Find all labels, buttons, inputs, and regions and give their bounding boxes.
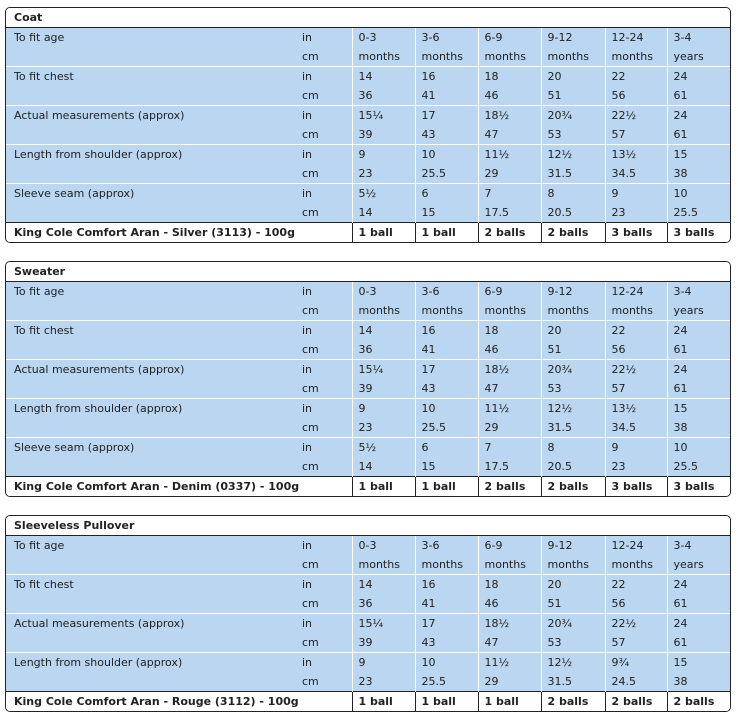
- measurement-label: [6, 633, 294, 653]
- size-value-cell: 12-24: [605, 282, 667, 301]
- size-value-cell: months: [415, 47, 478, 67]
- size-value-cell: 39: [352, 125, 415, 145]
- yarn-quantity-cell: 1 ball: [478, 692, 541, 712]
- unit-label: in: [294, 184, 352, 204]
- size-value-cell: months: [605, 555, 667, 575]
- size-value-cell: 10: [667, 438, 730, 458]
- size-value-cell: 10: [667, 184, 730, 204]
- size-value-cell: 25.5: [415, 672, 478, 692]
- size-value-cell: 17: [415, 614, 478, 634]
- size-value-cell: 36: [352, 86, 415, 106]
- yarn-row: [6, 692, 730, 712]
- size-value-cell: 9: [352, 653, 415, 673]
- measurement-label: To fit age: [6, 28, 294, 47]
- size-table: [6, 282, 730, 496]
- size-value-cell: 6-9: [478, 536, 541, 555]
- yarn-quantity-cell: 3 balls: [605, 477, 667, 497]
- size-value-cell: 9¾: [605, 653, 667, 673]
- table-row: [6, 203, 730, 223]
- measurement-label: [6, 457, 294, 477]
- size-value-cell: 51: [541, 86, 605, 106]
- size-value-cell: 22: [605, 321, 667, 341]
- unit-label: cm: [294, 672, 352, 692]
- measurement-label: [6, 418, 294, 438]
- table-row: [6, 321, 730, 341]
- size-value-cell: 22½: [605, 360, 667, 380]
- size-value-cell: 3-6: [415, 536, 478, 555]
- measurement-label: To fit chest: [6, 575, 294, 595]
- size-value-cell: 43: [415, 633, 478, 653]
- yarn-row: [6, 223, 730, 243]
- yarn-quantity-cell: 1 ball: [352, 692, 415, 712]
- size-value-cell: 24: [667, 106, 730, 126]
- size-value-cell: 31.5: [541, 418, 605, 438]
- measurement-label: To fit chest: [6, 67, 294, 87]
- size-value-cell: 20¾: [541, 106, 605, 126]
- size-value-cell: 23: [352, 672, 415, 692]
- size-value-cell: months: [352, 301, 415, 321]
- table-row: [6, 575, 730, 595]
- unit-label: cm: [294, 86, 352, 106]
- size-value-cell: 11½: [478, 399, 541, 419]
- unit-label: in: [294, 438, 352, 458]
- size-value-cell: 17.5: [478, 203, 541, 223]
- size-value-cell: 15: [415, 457, 478, 477]
- size-value-cell: 18½: [478, 614, 541, 634]
- measurement-label: [6, 203, 294, 223]
- size-value-cell: 56: [605, 86, 667, 106]
- size-value-cell: 43: [415, 379, 478, 399]
- size-value-cell: 53: [541, 379, 605, 399]
- table-row: [6, 47, 730, 67]
- size-value-cell: 10: [415, 399, 478, 419]
- size-value-cell: 15¼: [352, 360, 415, 380]
- size-value-cell: 46: [478, 594, 541, 614]
- yarn-quantity-cell: 2 balls: [667, 692, 730, 712]
- table-row: [6, 379, 730, 399]
- size-value-cell: 24: [667, 321, 730, 341]
- size-value-cell: 22: [605, 67, 667, 87]
- size-value-cell: 24: [667, 67, 730, 87]
- section-title: Sweater: [6, 262, 730, 282]
- size-value-cell: 41: [415, 86, 478, 106]
- size-value-cell: 31.5: [541, 672, 605, 692]
- unit-label: cm: [294, 633, 352, 653]
- unit-label: in: [294, 28, 352, 47]
- size-value-cell: 25.5: [415, 418, 478, 438]
- size-value-cell: 36: [352, 340, 415, 360]
- table-row: [6, 438, 730, 458]
- unit-label: cm: [294, 594, 352, 614]
- unit-label: cm: [294, 379, 352, 399]
- size-value-cell: 14: [352, 575, 415, 595]
- size-value-cell: 61: [667, 379, 730, 399]
- size-value-cell: 12½: [541, 399, 605, 419]
- size-value-cell: 38: [667, 418, 730, 438]
- size-value-cell: 18: [478, 321, 541, 341]
- measurement-label: Length from shoulder (approx): [6, 653, 294, 673]
- table-row: [6, 653, 730, 673]
- table-row: [6, 86, 730, 106]
- unit-label: cm: [294, 555, 352, 575]
- size-value-cell: 23: [352, 418, 415, 438]
- size-value-cell: months: [541, 301, 605, 321]
- size-value-cell: 47: [478, 125, 541, 145]
- size-value-cell: 25.5: [415, 164, 478, 184]
- size-value-cell: 17: [415, 360, 478, 380]
- unit-label: cm: [294, 457, 352, 477]
- size-value-cell: 22: [605, 575, 667, 595]
- size-value-cell: 15¼: [352, 614, 415, 634]
- size-value-cell: 0-3: [352, 28, 415, 47]
- yarn-label: King Cole Comfort Aran - Silver (3113) - 100g: [6, 223, 352, 243]
- size-table-section: [5, 515, 731, 712]
- size-value-cell: 61: [667, 633, 730, 653]
- size-value-cell: 11½: [478, 653, 541, 673]
- size-value-cell: 11½: [478, 145, 541, 165]
- measurement-label: Actual measurements (approx): [6, 614, 294, 634]
- size-value-cell: 23: [605, 457, 667, 477]
- size-value-cell: 20¾: [541, 614, 605, 634]
- size-value-cell: 7: [478, 184, 541, 204]
- measurement-label: [6, 47, 294, 67]
- size-value-cell: 53: [541, 633, 605, 653]
- size-value-cell: 56: [605, 340, 667, 360]
- measurement-label: Length from shoulder (approx): [6, 399, 294, 419]
- size-value-cell: months: [478, 301, 541, 321]
- size-value-cell: months: [415, 301, 478, 321]
- size-value-cell: 9-12: [541, 536, 605, 555]
- size-value-cell: 16: [415, 575, 478, 595]
- size-value-cell: 38: [667, 164, 730, 184]
- size-value-cell: 3-6: [415, 28, 478, 47]
- size-table: [6, 536, 730, 711]
- unit-label: in: [294, 536, 352, 555]
- yarn-quantity-cell: 3 balls: [667, 477, 730, 497]
- size-value-cell: months: [415, 555, 478, 575]
- size-value-cell: 9: [605, 438, 667, 458]
- size-value-cell: 46: [478, 86, 541, 106]
- measurement-label: To fit chest: [6, 321, 294, 341]
- size-value-cell: 0-3: [352, 536, 415, 555]
- size-value-cell: 51: [541, 340, 605, 360]
- size-value-cell: 20: [541, 575, 605, 595]
- size-value-cell: 12½: [541, 653, 605, 673]
- measurement-label: Actual measurements (approx): [6, 360, 294, 380]
- size-value-cell: 9: [352, 399, 415, 419]
- yarn-label: King Cole Comfort Aran - Denim (0337) - 100g: [6, 477, 352, 497]
- yarn-quantity-cell: 3 balls: [605, 223, 667, 243]
- size-value-cell: years: [667, 301, 730, 321]
- size-value-cell: 34.5: [605, 418, 667, 438]
- size-value-cell: 20.5: [541, 203, 605, 223]
- size-value-cell: 3-4: [667, 28, 730, 47]
- measurement-label: Sleeve seam (approx): [6, 184, 294, 204]
- yarn-quantity-cell: 3 balls: [667, 223, 730, 243]
- measurement-label: [6, 672, 294, 692]
- size-value-cell: 16: [415, 321, 478, 341]
- size-value-cell: 41: [415, 594, 478, 614]
- size-value-cell: 47: [478, 379, 541, 399]
- measurement-label: [6, 164, 294, 184]
- size-value-cell: 20: [541, 321, 605, 341]
- unit-label: cm: [294, 203, 352, 223]
- table-row: [6, 164, 730, 184]
- section-title: Coat: [6, 8, 730, 28]
- size-value-cell: 24: [667, 575, 730, 595]
- size-value-cell: 9-12: [541, 282, 605, 301]
- size-value-cell: 57: [605, 125, 667, 145]
- size-value-cell: 23: [605, 203, 667, 223]
- yarn-quantity-cell: 2 balls: [541, 692, 605, 712]
- size-value-cell: 7: [478, 438, 541, 458]
- size-value-cell: months: [478, 555, 541, 575]
- size-value-cell: 29: [478, 418, 541, 438]
- yarn-quantity-cell: 1 ball: [352, 223, 415, 243]
- size-value-cell: 38: [667, 672, 730, 692]
- size-value-cell: 14: [352, 67, 415, 87]
- unit-label: in: [294, 360, 352, 380]
- size-value-cell: 25.5: [667, 457, 730, 477]
- size-value-cell: 9-12: [541, 28, 605, 47]
- unit-label: in: [294, 106, 352, 126]
- table-row: [6, 340, 730, 360]
- table-row: [6, 301, 730, 321]
- size-value-cell: 22½: [605, 106, 667, 126]
- size-value-cell: months: [541, 47, 605, 67]
- size-value-cell: 61: [667, 125, 730, 145]
- size-value-cell: 46: [478, 340, 541, 360]
- yarn-quantity-cell: 1 ball: [415, 477, 478, 497]
- size-value-cell: 41: [415, 340, 478, 360]
- size-value-cell: 29: [478, 672, 541, 692]
- size-value-cell: 53: [541, 125, 605, 145]
- yarn-quantity-cell: 2 balls: [605, 692, 667, 712]
- table-row: [6, 672, 730, 692]
- measurement-label: To fit age: [6, 282, 294, 301]
- unit-label: cm: [294, 47, 352, 67]
- size-value-cell: 20.5: [541, 457, 605, 477]
- size-value-cell: 10: [415, 145, 478, 165]
- size-value-cell: months: [478, 47, 541, 67]
- size-value-cell: 47: [478, 633, 541, 653]
- size-value-cell: 14: [352, 203, 415, 223]
- size-value-cell: 18: [478, 575, 541, 595]
- measurement-label: [6, 340, 294, 360]
- size-value-cell: 15: [667, 399, 730, 419]
- table-row: [6, 125, 730, 145]
- size-value-cell: 34.5: [605, 164, 667, 184]
- size-value-cell: 8: [541, 438, 605, 458]
- measurement-label: [6, 301, 294, 321]
- unit-label: in: [294, 321, 352, 341]
- size-value-cell: 14: [352, 321, 415, 341]
- size-value-cell: 6-9: [478, 28, 541, 47]
- table-row: [6, 28, 730, 47]
- size-value-cell: 18: [478, 67, 541, 87]
- table-row: [6, 282, 730, 301]
- size-value-cell: 0-3: [352, 282, 415, 301]
- yarn-quantity-cell: 1 ball: [352, 477, 415, 497]
- size-value-cell: 15: [667, 145, 730, 165]
- size-value-cell: months: [541, 555, 605, 575]
- unit-label: cm: [294, 164, 352, 184]
- table-row: [6, 457, 730, 477]
- yarn-quantity-cell: 2 balls: [478, 223, 541, 243]
- size-value-cell: 13½: [605, 399, 667, 419]
- unit-label: in: [294, 399, 352, 419]
- size-value-cell: 24: [667, 360, 730, 380]
- measurement-label: To fit age: [6, 536, 294, 555]
- size-value-cell: 15: [667, 653, 730, 673]
- size-value-cell: 3-4: [667, 536, 730, 555]
- size-value-cell: 16: [415, 67, 478, 87]
- size-table: [6, 28, 730, 242]
- measurement-label: [6, 594, 294, 614]
- yarn-row: [6, 477, 730, 497]
- table-row: [6, 418, 730, 438]
- section-title: Sleeveless Pullover: [6, 516, 730, 536]
- size-value-cell: 23: [352, 164, 415, 184]
- size-value-cell: 12-24: [605, 28, 667, 47]
- size-value-cell: months: [605, 301, 667, 321]
- measurement-label: [6, 86, 294, 106]
- measurement-label: Length from shoulder (approx): [6, 145, 294, 165]
- size-value-cell: 18½: [478, 106, 541, 126]
- unit-label: cm: [294, 418, 352, 438]
- size-value-cell: months: [352, 555, 415, 575]
- size-value-cell: 8: [541, 184, 605, 204]
- size-value-cell: 6: [415, 438, 478, 458]
- size-value-cell: 17: [415, 106, 478, 126]
- size-value-cell: 12½: [541, 145, 605, 165]
- size-value-cell: months: [352, 47, 415, 67]
- table-row: [6, 67, 730, 87]
- size-value-cell: 57: [605, 379, 667, 399]
- size-value-cell: 15: [415, 203, 478, 223]
- yarn-quantity-cell: 1 ball: [415, 223, 478, 243]
- size-value-cell: 39: [352, 633, 415, 653]
- table-row: [6, 106, 730, 126]
- size-value-cell: 51: [541, 594, 605, 614]
- size-value-cell: 6: [415, 184, 478, 204]
- yarn-quantity-cell: 2 balls: [541, 477, 605, 497]
- table-row: [6, 614, 730, 634]
- size-value-cell: 13½: [605, 145, 667, 165]
- unit-label: cm: [294, 340, 352, 360]
- size-value-cell: 10: [415, 653, 478, 673]
- size-value-cell: 15¼: [352, 106, 415, 126]
- measurement-label: [6, 125, 294, 145]
- size-value-cell: 18½: [478, 360, 541, 380]
- yarn-quantity-cell: 1 ball: [415, 692, 478, 712]
- size-value-cell: 9: [605, 184, 667, 204]
- table-row: [6, 633, 730, 653]
- unit-label: cm: [294, 125, 352, 145]
- size-value-cell: 43: [415, 125, 478, 145]
- unit-label: in: [294, 282, 352, 301]
- unit-label: in: [294, 67, 352, 87]
- measurement-label: [6, 379, 294, 399]
- size-value-cell: 5½: [352, 438, 415, 458]
- unit-label: in: [294, 575, 352, 595]
- table-row: [6, 184, 730, 204]
- size-value-cell: 61: [667, 594, 730, 614]
- size-value-cell: 61: [667, 340, 730, 360]
- size-value-cell: 3-4: [667, 282, 730, 301]
- size-value-cell: 25.5: [667, 203, 730, 223]
- size-value-cell: 9: [352, 145, 415, 165]
- size-value-cell: 36: [352, 594, 415, 614]
- table-row: [6, 594, 730, 614]
- unit-label: cm: [294, 301, 352, 321]
- size-table-section: [5, 261, 731, 497]
- unit-label: in: [294, 614, 352, 634]
- size-value-cell: 29: [478, 164, 541, 184]
- size-value-cell: 22½: [605, 614, 667, 634]
- size-value-cell: years: [667, 47, 730, 67]
- size-value-cell: 24.5: [605, 672, 667, 692]
- size-value-cell: 56: [605, 594, 667, 614]
- size-value-cell: 61: [667, 86, 730, 106]
- size-value-cell: 39: [352, 379, 415, 399]
- size-table-section: [5, 7, 731, 243]
- table-row: [6, 399, 730, 419]
- table-row: [6, 536, 730, 555]
- yarn-label: King Cole Comfort Aran - Rouge (3112) - 100g: [6, 692, 352, 712]
- yarn-quantity-cell: 2 balls: [541, 223, 605, 243]
- size-value-cell: months: [605, 47, 667, 67]
- yarn-quantity-cell: 2 balls: [478, 477, 541, 497]
- unit-label: in: [294, 653, 352, 673]
- table-row: [6, 145, 730, 165]
- size-value-cell: 14: [352, 457, 415, 477]
- size-value-cell: 24: [667, 614, 730, 634]
- size-value-cell: 3-6: [415, 282, 478, 301]
- measurement-label: [6, 555, 294, 575]
- measurement-label: Sleeve seam (approx): [6, 438, 294, 458]
- unit-label: in: [294, 145, 352, 165]
- size-value-cell: 31.5: [541, 164, 605, 184]
- size-value-cell: 57: [605, 633, 667, 653]
- table-row: [6, 360, 730, 380]
- size-value-cell: 12-24: [605, 536, 667, 555]
- size-value-cell: 5½: [352, 184, 415, 204]
- measurement-label: Actual measurements (approx): [6, 106, 294, 126]
- size-value-cell: 20¾: [541, 360, 605, 380]
- table-row: [6, 555, 730, 575]
- size-value-cell: 6-9: [478, 282, 541, 301]
- size-value-cell: 20: [541, 67, 605, 87]
- size-value-cell: years: [667, 555, 730, 575]
- size-value-cell: 17.5: [478, 457, 541, 477]
